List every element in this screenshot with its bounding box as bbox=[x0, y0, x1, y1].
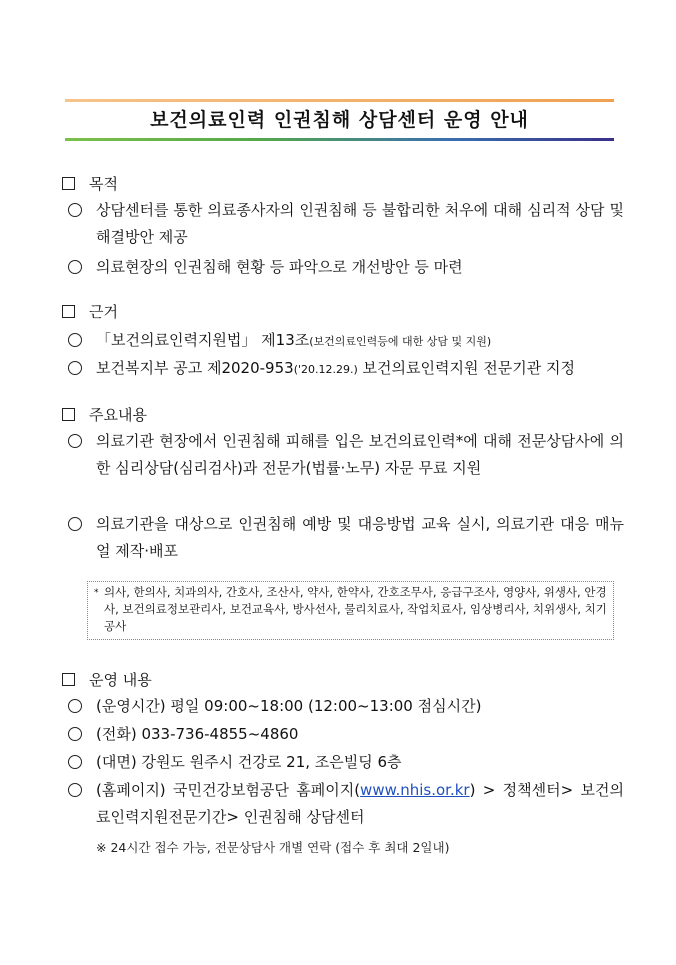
homepage-path: ) > 정책센터> 보건의료인력지원전문기간> 인권침해 상담센터 bbox=[96, 781, 624, 826]
main-item-1-text: 의료기관 현장에서 인권침해 피해를 입은 보건의료인력*에 대해 전문상담사에 의한 심리상담(심리검사)과 전문가(법률·노무) 자문 무료 지원 bbox=[96, 432, 624, 477]
operation-visit-text: (대면) 강원도 원주시 건강로 21, 조은빌딩 6층 bbox=[96, 753, 402, 771]
operation-visit bbox=[68, 749, 624, 776]
section-basis-title: 근거 bbox=[89, 303, 118, 321]
circle-bullet-icon bbox=[68, 783, 82, 797]
basis-item-1 bbox=[68, 327, 624, 355]
circle-bullet-icon bbox=[68, 699, 82, 713]
circle-bullet-icon bbox=[68, 260, 82, 274]
section-purpose-heading bbox=[62, 173, 118, 194]
basis-law-detail: (보건의료인력등에 대한 상담 및 지원) bbox=[309, 335, 492, 348]
circle-bullet-icon bbox=[68, 434, 82, 448]
purpose-item-1 bbox=[68, 197, 624, 251]
basis-notice-date: ('20.12.29.) bbox=[293, 363, 358, 376]
basis-item-2 bbox=[68, 355, 624, 383]
section-main-title: 주요내용 bbox=[89, 406, 147, 424]
circle-bullet-icon bbox=[68, 361, 82, 375]
section-operation-title: 운영 내용 bbox=[89, 671, 152, 689]
operation-homepage bbox=[68, 777, 624, 831]
main-item-2 bbox=[68, 511, 624, 565]
square-bullet-icon bbox=[62, 177, 75, 190]
operation-hours bbox=[68, 693, 624, 720]
basis-law-name: 「보건의료인력지원법」 제13조 bbox=[96, 331, 310, 349]
note-text: 의사, 한의사, 치과의사, 간호사, 조산사, 약사, 한약사, 간호조무사, 응급구조사, 영양사, 위생사, 안경사, 보건의료정보관리사, 보건교육사, 방사선사, 물리치료사, 작업치료사, 임상병리사, 치위생사, 치기공사 bbox=[104, 585, 607, 633]
circle-bullet-icon bbox=[68, 517, 82, 531]
basis-notice: 보건복지부 공고 제2020-953 bbox=[96, 359, 294, 377]
operation-footnote: ※ 24시간 접수 가능, 전문상담사 개별 연락 (접수 후 최대 2일내) bbox=[96, 840, 450, 855]
circle-bullet-icon bbox=[68, 755, 82, 769]
homepage-prefix: (홈페이지) 국민건강보험공단 홈페이지( bbox=[96, 781, 361, 799]
section-operation-heading bbox=[62, 669, 152, 690]
square-bullet-icon bbox=[62, 305, 75, 318]
operation-phone-text: (전화) 033-736-4855~4860 bbox=[96, 725, 299, 743]
section-purpose-title: 목적 bbox=[89, 175, 118, 193]
section-main-heading bbox=[62, 404, 147, 425]
homepage-link[interactable]: www.nhis.or.kr bbox=[360, 781, 470, 799]
circle-bullet-icon bbox=[68, 203, 82, 217]
purpose-item-2 bbox=[68, 254, 624, 281]
basis-notice-desc: 보건의료인력지원 전문기관 지정 bbox=[357, 359, 575, 377]
section-basis-heading bbox=[62, 301, 118, 322]
title-top-rule bbox=[65, 99, 614, 102]
page-title: 보건의료인력 인권침해 상담센터 운영 안내 bbox=[150, 109, 529, 131]
square-bullet-icon bbox=[62, 673, 75, 686]
title-bottom-rule bbox=[65, 138, 614, 141]
square-bullet-icon bbox=[62, 408, 75, 421]
note-marker: * bbox=[94, 588, 99, 598]
purpose-item-1-text: 상담센터를 통한 의료종사자의 인권침해 등 불합리한 처우에 대해 심리적 상담 및 해결방안 제공 bbox=[96, 201, 624, 246]
purpose-item-2-text: 의료현장의 인권침해 현황 등 파악으로 개선방안 등 마련 bbox=[96, 258, 463, 276]
healthcare-workers-note bbox=[87, 581, 614, 640]
circle-bullet-icon bbox=[68, 727, 82, 741]
operation-phone bbox=[68, 721, 624, 748]
operation-hours-text: (운영시간) 평일 09:00~18:00 (12:00~13:00 점심시간) bbox=[96, 697, 482, 715]
main-item-2-text: 의료기관을 대상으로 인권침해 예방 및 대응방법 교육 실시, 의료기관 대응 매뉴얼 제작·배포 bbox=[96, 515, 624, 560]
main-item-1 bbox=[68, 428, 624, 482]
circle-bullet-icon bbox=[68, 333, 82, 347]
